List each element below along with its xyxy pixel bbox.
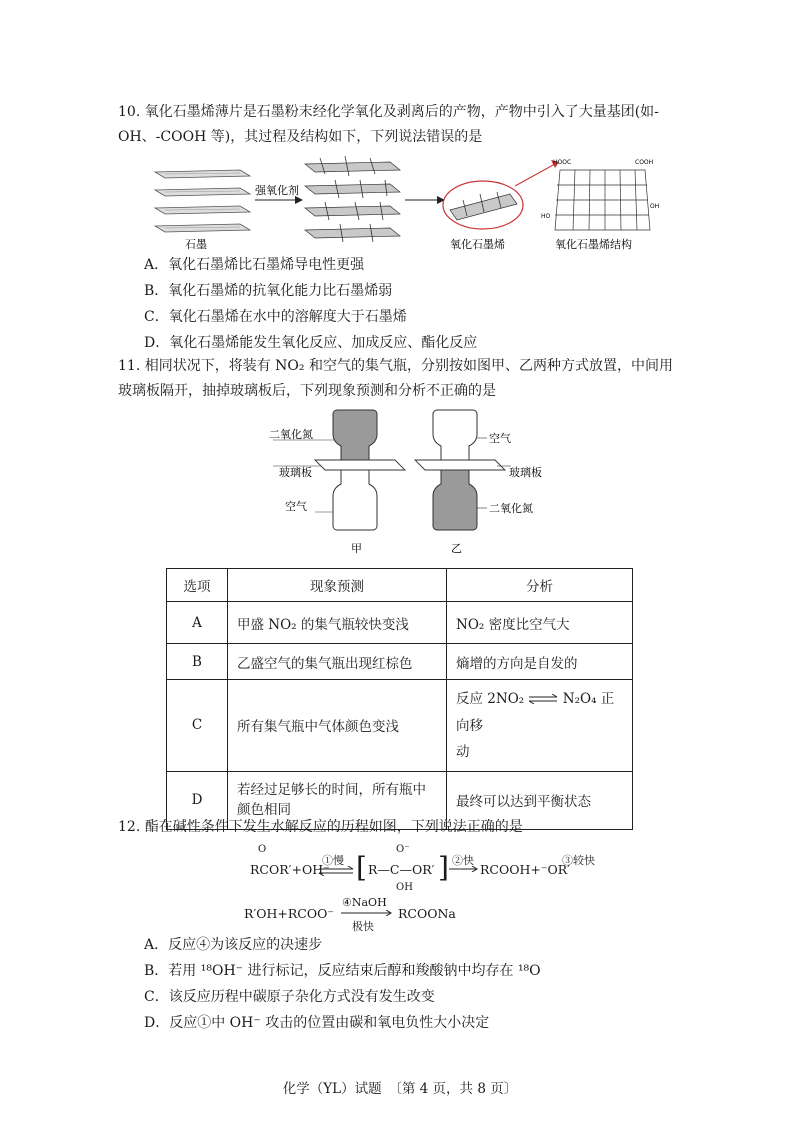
table-row bbox=[167, 680, 633, 772]
scheme-inter-r: R—C—OR′ bbox=[368, 862, 435, 877]
label-yi-top: 空气 bbox=[489, 432, 511, 445]
q10-stem bbox=[118, 100, 678, 150]
bottle-jia-top bbox=[333, 410, 377, 460]
label-jia-mid: 玻璃板 bbox=[279, 466, 312, 479]
table-row bbox=[167, 602, 633, 644]
th-analysis: 分析 bbox=[447, 569, 633, 602]
go-group-ho: HO bbox=[541, 213, 551, 220]
label-yi-mid: 玻璃板 bbox=[509, 466, 542, 479]
q11-number: 11. bbox=[118, 358, 141, 374]
label-graphite: 石墨 bbox=[185, 238, 207, 251]
q12-option-a: A．反应④为该反应的决速步 bbox=[144, 937, 323, 953]
label-oxidant: 强氧化剂 bbox=[255, 184, 299, 197]
th-option: 选项 bbox=[167, 569, 228, 602]
q11-text-line1: 相同状况下，将装有 NO₂ 和空气的集气瓶，分别按如图甲、乙两种方式放置，中间用 bbox=[144, 358, 673, 374]
graphite-layers bbox=[155, 170, 250, 232]
table-row bbox=[167, 644, 633, 680]
label-yi-bottom: 二氧化氮 bbox=[489, 502, 533, 515]
scheme-line2-right: RCOONa bbox=[398, 906, 456, 921]
page-footer: 化学（YL）试题 〔第 4 页，共 8 页〕 bbox=[282, 1081, 518, 1097]
bottle-yi-bottom bbox=[433, 470, 477, 530]
row-b-phenomenon: 乙盛空气的集气瓶出现红棕色 bbox=[228, 644, 447, 680]
table-header-row bbox=[167, 569, 633, 602]
row-b-option: B bbox=[167, 644, 228, 680]
th-phenomenon: 现象预测 bbox=[228, 569, 447, 602]
row-c-analysis bbox=[447, 680, 633, 772]
caption-jia: 甲 bbox=[351, 542, 362, 555]
q10-text-line1: 氧化石墨烯薄片是石墨粉末经化学氧化及剥离后的产物，产物中引入了大量基团(如- bbox=[144, 104, 659, 120]
scheme-inter-o: O⁻ bbox=[396, 844, 410, 855]
scheme-product2: RCOOH+⁻OR′ bbox=[480, 862, 570, 877]
q10-option-d: D．氧化石墨烯能发生氧化反应、加成反应、酯化反应 bbox=[144, 335, 478, 351]
q12-scheme bbox=[244, 842, 595, 933]
scheme-step2: ②快 bbox=[452, 854, 474, 867]
caption-yi: 乙 bbox=[451, 542, 462, 555]
scheme-reactant: RCOR′+OH⁻ bbox=[250, 862, 330, 877]
equilibrium-arrow-icon bbox=[528, 687, 558, 713]
row-c-analysis-line2: 动 bbox=[456, 743, 470, 760]
scheme-step1: ①慢 bbox=[322, 854, 344, 867]
q12-option-d: D．反应①中 OH⁻ 攻击的位置由碳和氧电负性大小决定 bbox=[144, 1015, 490, 1031]
q11-figure bbox=[255, 402, 555, 562]
go-structure bbox=[555, 170, 650, 230]
bottle-jia-bottom bbox=[333, 470, 377, 530]
row-d-analysis: 最终可以达到平衡状态 bbox=[447, 771, 633, 829]
row-d-phenomenon-line1: 若经过足够长的时间，所有瓶中 bbox=[237, 782, 426, 798]
scheme-inter-oh: OH bbox=[396, 882, 413, 893]
q10-option-c: C．氧化石墨烯在水中的溶解度大于石墨烯 bbox=[144, 309, 407, 325]
q11-stem bbox=[118, 354, 678, 404]
row-c-analysis-pre: 反应 2NO₂ bbox=[456, 691, 525, 707]
q12-number: 12. bbox=[118, 819, 141, 835]
go-group-hooc: HOOC bbox=[553, 159, 572, 166]
q12-stem bbox=[118, 815, 678, 840]
row-c-phenomenon: 所有集气瓶中气体颜色变浅 bbox=[228, 680, 447, 772]
q10-option-a: A．氧化石墨烯比石墨烯导电性更强 bbox=[144, 257, 365, 273]
scheme-o-top: O bbox=[258, 844, 267, 855]
bottle-yi-top bbox=[433, 410, 477, 460]
scheme-step4-top: ④NaOH bbox=[342, 896, 387, 909]
plate-jia bbox=[315, 460, 405, 470]
row-d-option: D bbox=[167, 771, 228, 829]
bracket-left: [ bbox=[356, 851, 367, 884]
row-a-phenomenon: 甲盛 NO₂ 的集气瓶较快变浅 bbox=[228, 602, 447, 644]
row-a-analysis: NO₂ 密度比空气大 bbox=[447, 602, 633, 644]
q12-text: 酯在碱性条件下发生水解反应的历程如图，下列说法正确的是 bbox=[144, 819, 523, 835]
q10-number: 10. bbox=[118, 104, 141, 120]
go-group-oh: OH bbox=[650, 203, 660, 210]
q10-figure bbox=[145, 150, 675, 255]
oxidized-graphite-stack bbox=[305, 162, 400, 238]
bracket-right: ] bbox=[438, 851, 449, 884]
go-group-cooh: COOH bbox=[635, 159, 654, 166]
q12-option-c: C．该反应历程中碳原子杂化方式没有发生改变 bbox=[144, 989, 435, 1005]
scheme-line2-left: R′OH+RCOO⁻ bbox=[244, 906, 334, 921]
q10-option-b: B．氧化石墨烯的抗氧化能力比石墨烯弱 bbox=[144, 283, 393, 299]
scheme-step4-bottom: 极快 bbox=[352, 920, 374, 933]
row-a-option: A bbox=[167, 602, 228, 644]
label-jia-bottom: 空气 bbox=[285, 500, 307, 513]
row-c-analysis-post: N₂O₄ 正向移 bbox=[456, 691, 615, 734]
label-go-structure: 氧化石墨烯结构 bbox=[555, 238, 632, 251]
q12-option-b: B．若用 ¹⁸OH⁻ 进行标记，反应结束后醇和羧酸钠中均存在 ¹⁸O bbox=[144, 963, 541, 979]
row-c-option: C bbox=[167, 680, 228, 772]
q11-text-line2: 玻璃板隔开，抽掉玻璃板后，下列现象预测和分析不正确的是 bbox=[118, 383, 496, 399]
row-b-analysis: 熵增的方向是自发的 bbox=[447, 644, 633, 680]
label-jia-top: 二氧化氮 bbox=[269, 428, 313, 441]
q11-table bbox=[166, 568, 633, 830]
scheme-step3: ③较快 bbox=[562, 854, 595, 867]
row-d-phenomenon-line2: 颜色相同 bbox=[237, 802, 291, 818]
plate-yi bbox=[415, 460, 505, 470]
go-sheet bbox=[443, 181, 523, 229]
label-go: 氧化石墨烯 bbox=[450, 238, 505, 251]
q10-text-line2: OH、-COOH 等)，其过程及结构如下，下列说法错误的是 bbox=[118, 129, 483, 145]
